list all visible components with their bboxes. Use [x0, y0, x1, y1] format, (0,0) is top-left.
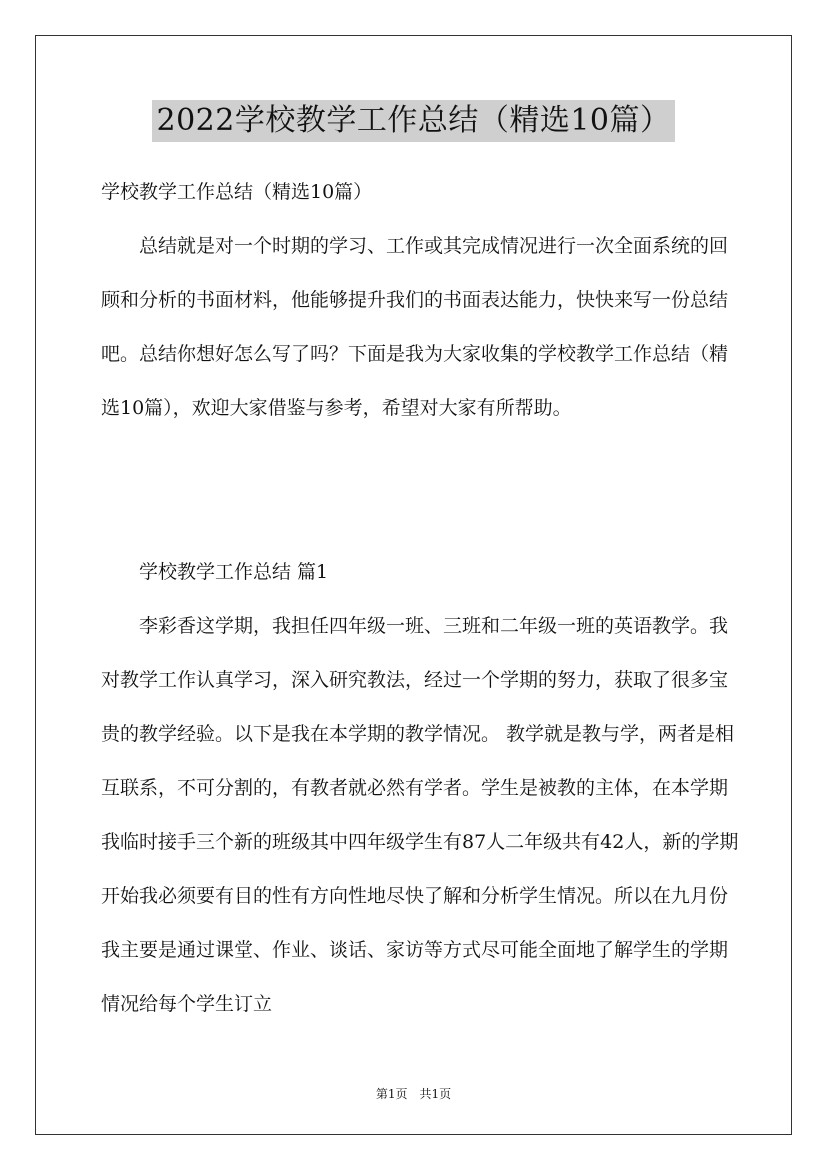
page-footer: 第1页 共1页	[375, 1087, 452, 1101]
section-block	[101, 545, 741, 1031]
intro-block	[101, 219, 741, 435]
section-body: 李彩香这学期，我担任四年级一班、三班和二年级一班的英语教学。我对教学工作认真学习，深入研究教法，经过一个学期的努力，获取了很多宝贵的教学经验。以下是我在本学期的教学情况。 教学就是教与学，两者是相互联系，不可分割的，有教者就必然有学者。学生是被教的主体，在本学期我临时接手三个新的班级其中四年级学生有87人二年级共有42人，新的学期开始我必须要有目的性有方向性地尽快了解和分析学生情况。所以在九月份我主要是通过课堂、作业、谈话、家访等方式尽可能全面地了解学生的学期情况给每个学生订立	[101, 615, 739, 1015]
document-subtitle: 学校教学工作总结（精选10篇）	[101, 181, 373, 203]
document-title: 2022学校教学工作总结（精选10篇）	[152, 100, 674, 142]
section-heading: 学校教学工作总结 篇1	[139, 561, 329, 583]
intro-paragraph: 总结就是对一个时期的学习、工作或其完成情况进行一次全面系统的回顾和分析的书面材料，他能够提升我们的书面表达能力，快快来写一份总结吧。总结你想好怎么写了吗？下面是我为大家收集的学校教学工作总结（精选10篇），欢迎大家借鉴与参考，希望对大家有所帮助。	[101, 235, 729, 419]
document-subtitle-block	[101, 165, 741, 219]
title-container	[0, 100, 827, 142]
